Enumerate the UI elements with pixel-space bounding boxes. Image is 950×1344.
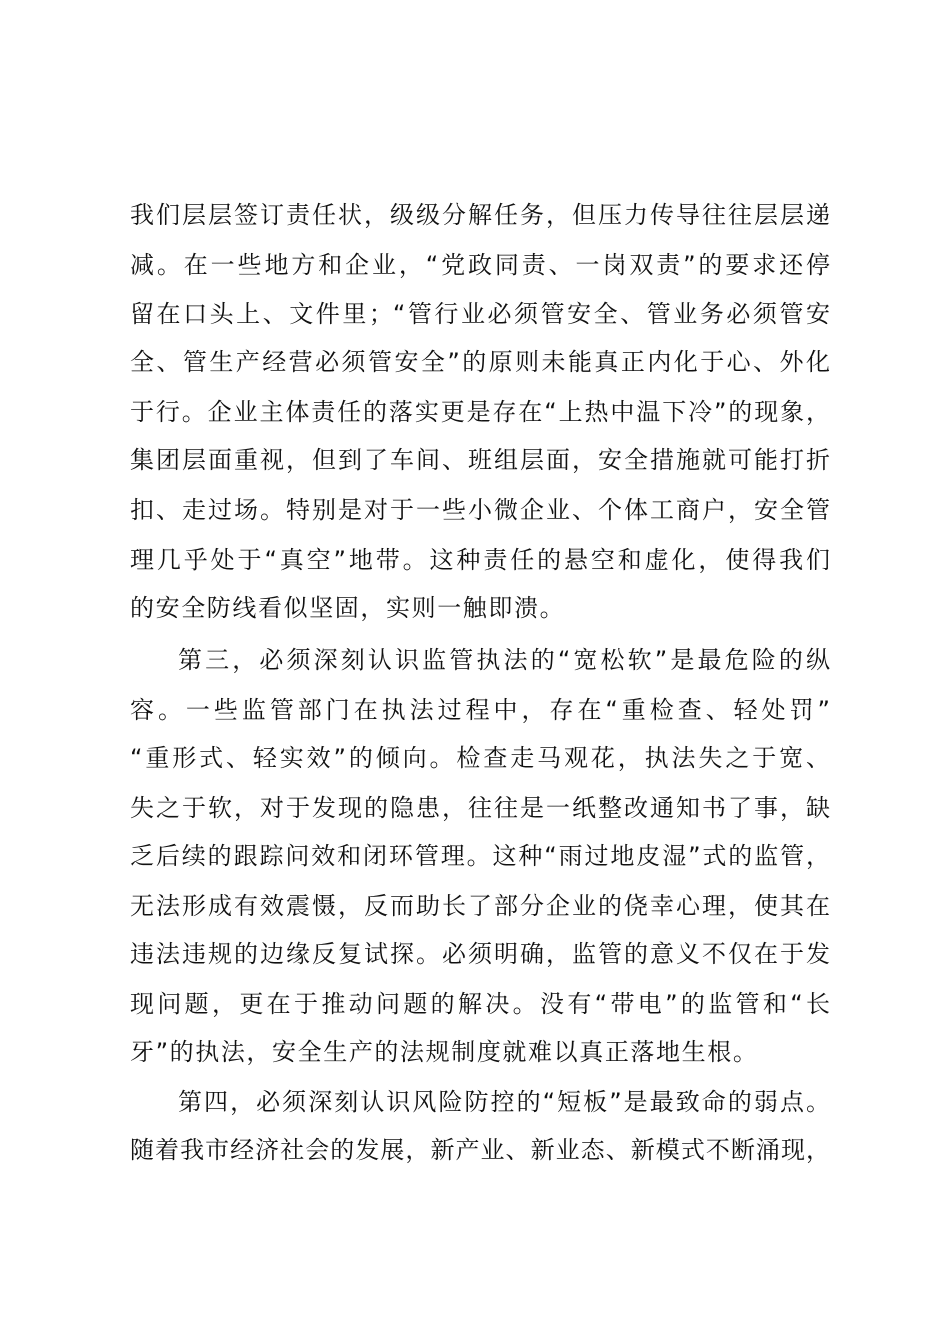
text-line: 牙”的执法，安全生产的法规制度就难以真正落地生根。	[130, 1038, 759, 1066]
text-line: 第三，必须深刻认识监管执法的“宽松软”是最危险的纵	[178, 646, 830, 674]
text-line: 减。在一些地方和企业，“党政同责、一岗双责”的要求还停	[130, 251, 830, 279]
text-line: 集团层面重视，但到了车间、班组层面，安全措施就可能打折	[130, 446, 830, 474]
text-line: 我们层层签订责任状，级级分解任务，但压力传导往往层层递	[130, 201, 830, 229]
text-line: 随着我市经济社会的发展，新产业、新业态、新模式不断涌现，	[130, 1136, 830, 1164]
text-line: 乏后续的跟踪问效和闭环管理。这种“雨过地皮湿”式的监管，	[130, 842, 830, 870]
text-line: 于行。企业主体责任的落实更是存在“上热中温下冷”的现象，	[130, 398, 830, 426]
text-line: 全、管生产经营必须管安全”的原则未能真正内化于心、外化	[130, 348, 830, 376]
text-line: 失之于软，对于发现的隐患，往往是一纸整改通知书了事，缺	[130, 794, 830, 822]
text-line: 无法形成有效震慑，反而助长了部分企业的侥幸心理，使其在	[130, 892, 830, 920]
text-line: 违法违规的边缘反复试探。必须明确，监管的意义不仅在于发	[130, 940, 830, 968]
text-line: 留在口头上、文件里；“管行业必须管安全、管业务必须管安	[130, 300, 830, 328]
text-line: 扣、走过场。特别是对于一些小微企业、个体工商户，安全管	[130, 496, 830, 524]
text-line: 的安全防线看似坚固，实则一触即溃。	[130, 594, 566, 622]
text-line: 理几乎处于“真空”地带。这种责任的悬空和虚化，使得我们	[130, 546, 830, 574]
text-line: 容。一些监管部门在执法过程中，存在“重检查、轻处罚”	[130, 696, 830, 724]
text-line: “重形式、轻实效”的倾向。检查走马观花，执法失之于宽、	[130, 744, 830, 772]
text-line: 现问题，更在于推动问题的解决。没有“带电”的监管和“长	[130, 990, 830, 1018]
text-line: 第四，必须深刻认识风险防控的“短板”是最致命的弱点。	[178, 1088, 830, 1116]
